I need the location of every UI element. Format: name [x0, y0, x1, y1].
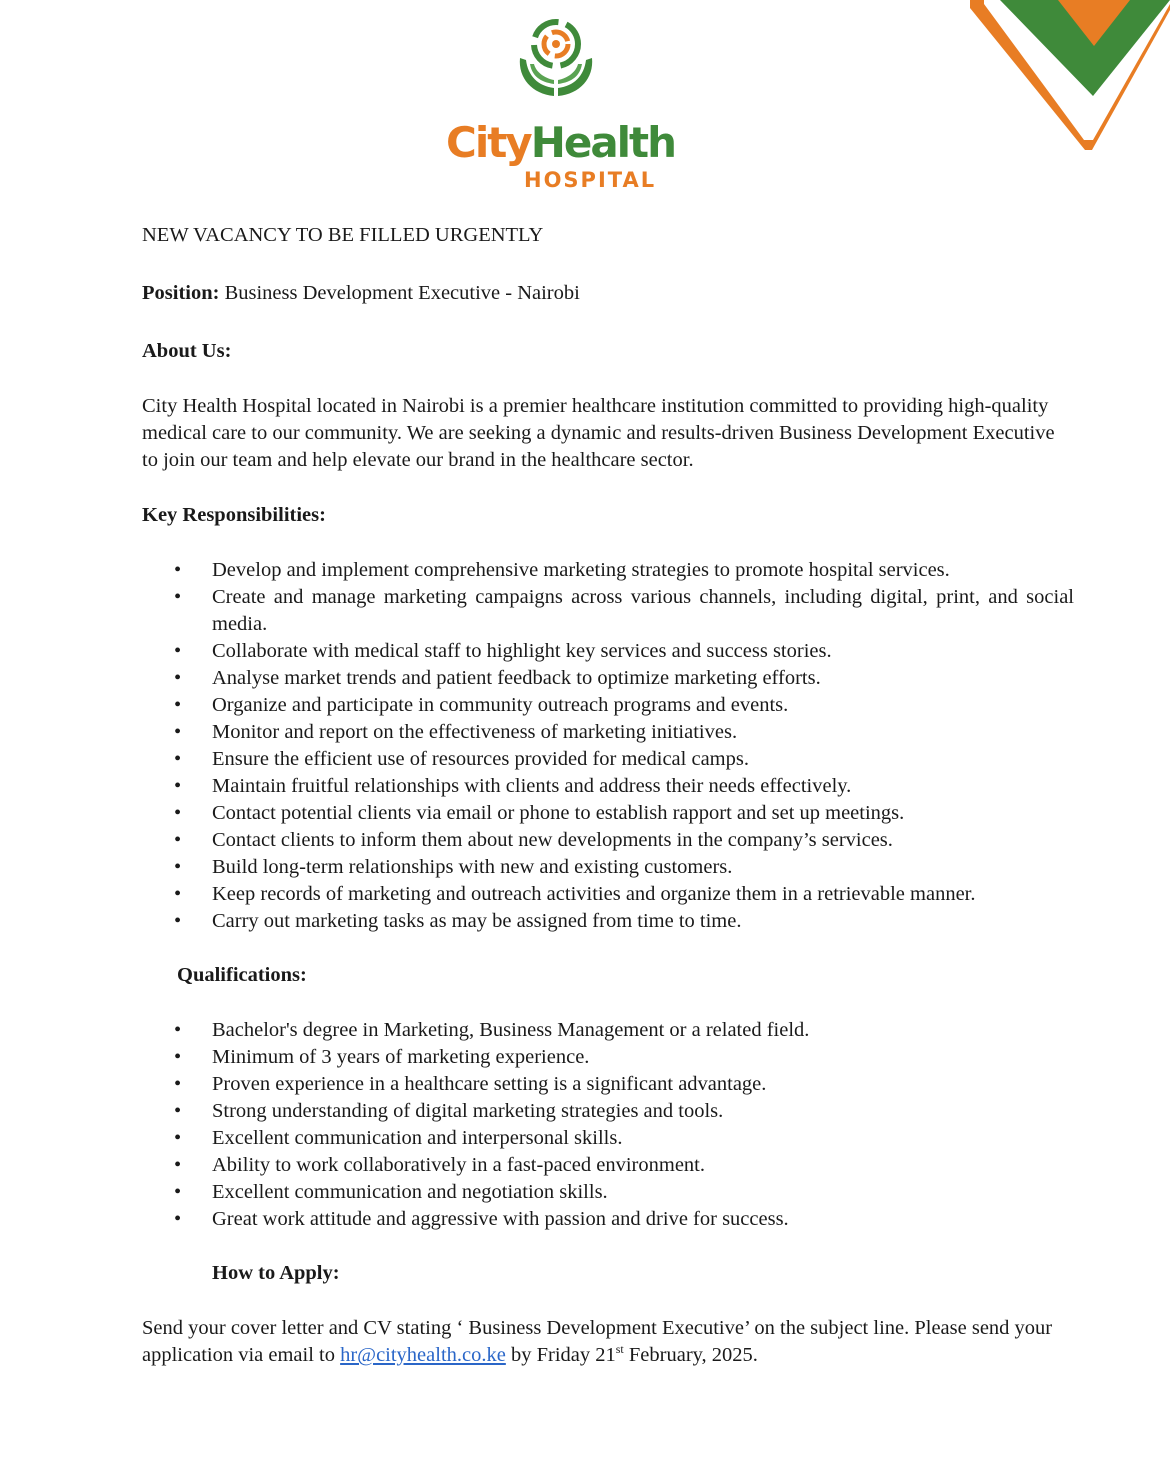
list-item: • Monitor and report on the effectiveness of marketing initiatives.: [142, 719, 1074, 746]
list-item: • Contact potential clients via email or phone to establish rapport and set up meetings.: [142, 800, 1074, 827]
qualifications-title: Qualifications:: [177, 964, 307, 986]
list-item: • Strong understanding of digital marketing strategies and tools.: [142, 1098, 1074, 1125]
logo-city-text: City: [446, 118, 531, 167]
list-item: • Ensure the efficient use of resources provided for medical camps.: [142, 746, 1074, 773]
logo-health-text: Health: [530, 118, 676, 167]
list-item: • Great work attitude and aggressive with passion and drive for success.: [142, 1206, 1074, 1233]
responsibilities-list: [142, 557, 1074, 935]
list-item: • Analyse market trends and patient feedback to optimize marketing efforts.: [142, 665, 1074, 692]
list-item: • Ability to work collaboratively in a fast-paced environment.: [142, 1152, 1074, 1179]
apply-deadline-text: by Friday 21: [505, 1344, 616, 1366]
list-item: • Proven experience in a healthcare setting is a significant advantage.: [142, 1071, 1074, 1098]
list-item: • Excellent communication and negotiation skills.: [142, 1179, 1074, 1206]
list-item: • Bachelor's degree in Marketing, Business Management or a related field.: [142, 1017, 1074, 1044]
about-text: City Health Hospital located in Nairobi is a premier healthcare institution committed to providing high-quality medical care to our community. We are seeking a dynamic and results-driven Business Development Executive to join our team and help elevate our brand in the healthcare sector.: [142, 395, 1055, 471]
list-item: • Organize and participate in community outreach programs and events.: [142, 692, 1074, 719]
list-item: • Carry out marketing tasks as may be assigned from time to time.: [142, 908, 1074, 935]
corner-chevron-decoration: [970, 0, 1170, 155]
qualifications-list: [142, 1017, 1074, 1233]
list-item: • Maintain fruitful relationships with clients and address their needs effectively.: [142, 773, 1074, 800]
document-body: [142, 222, 1074, 1397]
hands-globe-logo-icon: [516, 14, 596, 104]
list-item: • Excellent communication and interpersonal skills.: [142, 1125, 1074, 1152]
list-item: • Minimum of 3 years of marketing experience.: [142, 1044, 1074, 1071]
list-item: • Create and manage marketing campaigns across various channels, including digital, print, and social media.: [142, 584, 1074, 638]
list-item: • Collaborate with medical staff to highlight key services and success stories.: [142, 638, 1074, 665]
responsibilities-title: Key Responsibilities:: [142, 504, 326, 526]
apply-title: How to Apply:: [212, 1262, 340, 1284]
logo-wordmark: [446, 118, 676, 167]
apply-deadline-date: February, 2025.: [623, 1344, 758, 1366]
position-label: Position:: [142, 282, 220, 304]
apply-text-before: Send your cover letter and CV stating ‘ Business Development Executive’ on the subject line. Please send your application via email to: [142, 1317, 1053, 1366]
list-item: • Develop and implement comprehensive marketing strategies to promote hospital services.: [142, 557, 1074, 584]
about-title: About Us:: [142, 340, 232, 362]
apply-text: [142, 1315, 1074, 1369]
hospital-logo: [440, 14, 676, 199]
position-line: [142, 280, 1074, 307]
date-ordinal-suffix: st: [615, 1342, 624, 1356]
list-item: • Contact clients to inform them about new developments in the company’s services.: [142, 827, 1074, 854]
list-item: • Build long-term relationships with new and existing customers.: [142, 854, 1074, 881]
headline: NEW VACANCY TO BE FILLED URGENTLY: [142, 224, 544, 246]
logo-subtitle: HOSPITAL: [524, 168, 657, 192]
position-value: Business Development Executive - Nairobi: [224, 282, 580, 304]
apply-email-link[interactable]: hr@cityhealth.co.ke: [340, 1344, 506, 1366]
list-item: • Keep records of marketing and outreach activities and organize them in a retrievable manner.: [142, 881, 1074, 908]
